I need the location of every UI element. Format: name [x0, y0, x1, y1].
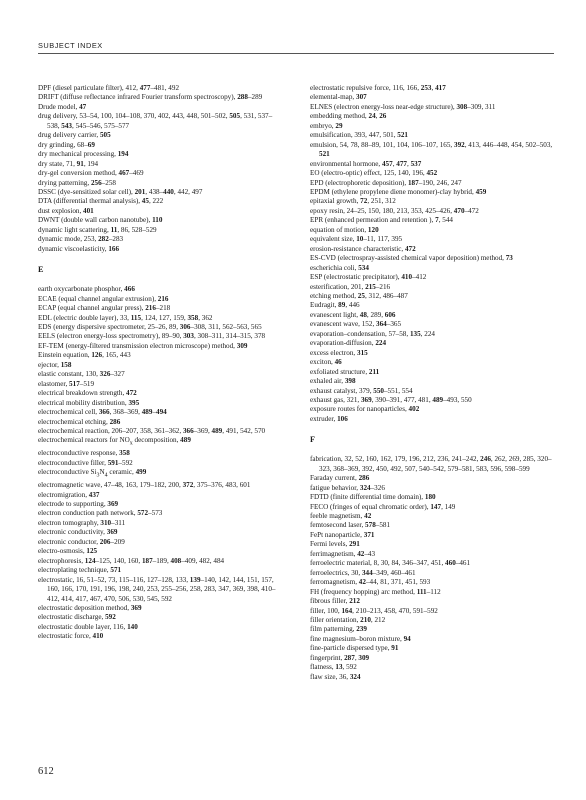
index-entry: emulsification, 393, 447, 501, 521: [310, 131, 408, 140]
index-entry: electron conduction path network, 572–573: [38, 509, 163, 518]
index-entry: dynamic viscoelasticity, 166: [38, 244, 120, 253]
index-entry: film patterning, 239: [310, 625, 367, 634]
index-entry: escherichia coli, 534: [310, 263, 369, 272]
index-entry: fine magnesium–boron mixture, 94: [310, 634, 411, 643]
index-entry: electroconductive response, 358: [38, 449, 130, 458]
index-entry: feeble magnetism, 42: [310, 512, 372, 521]
index-entry: drug delivery carrier, 505: [38, 131, 111, 140]
index-entry: dry-gel conversion method, 467–469: [38, 169, 144, 178]
index-entry: electrical breakdown strength, 472: [38, 389, 137, 398]
index-entry: Fermi levels, 291: [310, 540, 360, 549]
index-entry: electromigration, 437: [38, 490, 100, 499]
index-entry: elastomer, 517–519: [38, 379, 95, 388]
index-entry: epitaxial growth, 72, 251, 312: [310, 197, 396, 206]
index-entry: ferrimagnetism, 42–43: [310, 549, 376, 558]
index-entry: excess electron, 315: [310, 348, 368, 357]
index-entry: ferromagnetism, 42–44, 81, 371, 451, 593: [310, 578, 431, 587]
index-entry: electroplating technique, 571: [38, 566, 122, 575]
index-entry: exposure routes for nanoparticles, 402: [310, 405, 420, 414]
index-entry: electromagnetic wave, 47–48, 163, 179–182, 200, 372, 375–376, 483, 601: [38, 481, 251, 490]
index-entry: flatness, 13, 592: [310, 663, 357, 672]
index-entry: emulsion, 54, 78, 88–89, 101, 104, 106–107, 165, 392, 413, 446–448, 454, 502–503, 521: [310, 140, 553, 159]
index-entry: equation of motion, 120: [310, 225, 379, 234]
index-entry: electrochemical etching, 286: [38, 417, 121, 426]
index-entry: fine-particle dispersed type, 91: [310, 644, 399, 653]
index-entry: FePt nanoparticle, 371: [310, 530, 375, 539]
index-entry: ECAP (equal channel angular press), 216–218: [38, 304, 171, 313]
index-entry: electrical mobility distribution, 395: [38, 398, 140, 407]
index-entry: filler, 100, 164, 210–213, 458, 470, 591–592: [310, 606, 438, 615]
index-entry: DTA (differential thermal analysis), 45, 222: [38, 197, 164, 206]
index-entry: drug delivery, 53–54, 100, 104–108, 370, 402, 443, 448, 501–502, 505, 531, 537–538, 543, 545–546, 575–577: [38, 112, 273, 130]
index-entry: exhaust catalyst, 379, 550–551, 554: [310, 386, 413, 395]
index-entry: evaporation–condensation, 57–58, 135, 224: [310, 329, 435, 338]
index-entry: ELNES (electron energy-loss near-edge structure), 308–309, 311: [310, 102, 496, 111]
index-entry: etching method, 25, 312, 486–487: [310, 291, 408, 300]
header-rule: [38, 53, 554, 54]
running-head: SUBJECT INDEX: [38, 41, 103, 50]
index-entry: EELS (electron energy-loss spectrometry), 89–90, 303, 308–311, 314–315, 378: [38, 332, 266, 341]
index-entry: electrode to supporting, 369: [38, 499, 119, 508]
index-entry: electroconductive $Si_3N_4$ ceramic, 499: [38, 468, 147, 479]
index-entry: electron tomography, 310–311: [38, 518, 126, 527]
index-entry: electro-osmosis, 125: [38, 547, 98, 556]
index-entry: flaw size, 36, 324: [310, 672, 361, 681]
index-entry: electrostatic discharge, 592: [38, 613, 116, 622]
index-entry: exhaust gas, 321, 369, 390–391, 477, 481, 489–493, 550: [310, 395, 472, 404]
index-entry: EO (electro-optic) effect, 125, 140, 196, 452: [310, 169, 438, 178]
index-entry: dry grinding, 68–69: [38, 140, 95, 149]
index-entry: FDTD (finite differential time domain), 180: [310, 493, 436, 502]
index-entry: DPF (diesel particulate filter), 412, 477–481, 492: [38, 84, 180, 92]
index-column-right: [310, 84, 555, 682]
index-entry: electroconductive filler, 591–592: [38, 458, 133, 467]
index-entry: fatigue behavior, 324–326: [310, 483, 385, 492]
index-entry: dynamic light scattering, 11, 86, 528–529: [38, 225, 157, 234]
index-entry: exhaled air, 398: [310, 377, 356, 386]
index-entry: fingerprint, 287, 309: [310, 653, 370, 662]
index-entry: EF-TEM (energy-filtered transmission electron microscope) method, 309: [38, 341, 248, 350]
index-entry: Faraday current, 286: [310, 474, 370, 483]
index-entry: electrochemical reactors for $NO_x$ decomposition, 489: [38, 436, 191, 447]
index-entry: EPD (electrophoretic deposition), 187–190, 246, 247: [310, 178, 462, 187]
index-entry: elastic constant, 130, 326–327: [38, 370, 125, 379]
index-entry: evanescent wave, 152, 364–365: [310, 320, 402, 329]
index-entry: erosion-resistance characteristic, 472: [310, 244, 416, 253]
index-entry: dry mechanical processing, 194: [38, 150, 129, 159]
index-entry: DWNT (double wall carbon nanotube), 110: [38, 216, 163, 225]
index-entry: equivalent size, 10–11, 117, 395: [310, 235, 403, 244]
index-entry: electrophoresis, 124–125, 140, 160, 187–189, 408–409, 482, 484: [38, 556, 225, 565]
section-letter-f: F: [310, 435, 316, 445]
index-entry: femtosecond laser, 578–581: [310, 521, 391, 530]
index-entry: fibrous filler, 212: [310, 597, 360, 606]
index-column-left: [38, 84, 283, 642]
index-entry: electronic conductivity, 369: [38, 528, 118, 537]
index-entry: ESP (electrostatic precipitator), 410–412: [310, 273, 427, 282]
index-entry: electrochemical cell, 366, 368–369, 489–494: [38, 408, 167, 417]
index-entry: FH (frequency hopping) arc method, 111–112: [310, 587, 441, 596]
index-entry: EDS (energy dispersive spectrometer, 25–26, 89, 306–308, 311, 562–563, 565: [38, 322, 262, 331]
index-entry: evanescent light, 48, 289, 606: [310, 310, 396, 319]
index-entry: embedding method, 24, 26: [310, 112, 387, 121]
index-entry: EPR (enhanced permeation and retention ), 7, 544: [310, 216, 453, 225]
index-entry: DRIFT (diffuse reflectance infrared Fourier transform spectroscopy), 288–289: [38, 93, 263, 102]
index-entry: DSSC (dye-sensitized solar cell), 201, 438–440, 442, 497: [38, 187, 203, 196]
index-entry: extruder, 106: [310, 414, 348, 423]
index-entry: dry state, 71, 91, 194: [38, 159, 99, 168]
index-entry: fabrication, 32, 52, 160, 162, 179, 196, 212, 236, 241–242, 246, 262, 269, 285, 320–323, 368–369, 392, 450, 492, 507, 540–542, 579–581, 583, 596, 598–599: [310, 455, 552, 473]
index-entry: Eudragit, 89, 446: [310, 301, 360, 310]
index-entry: filler orientation, 210, 212: [310, 616, 386, 625]
index-entry: epoxy resin, 24–25, 150, 180, 213, 353, 425–426, 470–472: [310, 206, 479, 215]
page-number: 612: [38, 766, 54, 777]
index-entry: evaporation-diffusion, 224: [310, 339, 387, 348]
index-entry: electrostatic repulsive force, 116, 166, 253, 417: [310, 84, 446, 92]
index-entry: environmental hormone, 457, 477, 537: [310, 159, 422, 168]
index-entry: FECO (fringes of equal chromatic order), 147, 149: [310, 502, 456, 511]
index-entry: esterification, 201, 215–216: [310, 282, 391, 291]
index-entry: earth oxycarbonate phosphor, 466: [38, 285, 135, 294]
index-entry: ejector, 158: [38, 360, 72, 369]
index-entry: electronic conductor, 206–209: [38, 537, 125, 546]
index-entry: elemental-map, 307: [310, 93, 367, 102]
index-entry: Einstein equation, 126, 165, 443: [38, 351, 131, 360]
index-entry: drying patterning, 256–258: [38, 178, 116, 187]
index-entry: ECAE (equal channel angular extrusion), 216: [38, 294, 169, 303]
index-entry: Drude model, 47: [38, 102, 87, 111]
index-entry: EPDM (ethylene propylene diene monomer)-clay hybrid, 459: [310, 187, 487, 196]
index-entry: electrostatic double layer, 116, 140: [38, 622, 138, 631]
index-entry: electrochemical reaction, 206–207, 358, 361–362, 366–369, 489, 491, 542, 570: [38, 426, 266, 435]
index-entry: EDL (electric double layer), 33, 115, 124, 127, 159, 358, 362: [38, 313, 213, 322]
index-entry: dynamic mode, 253, 282–283: [38, 235, 124, 244]
index-entry: ferroelectrics, 30, 344–349, 460–461: [310, 568, 416, 577]
index-entry: electrostatic force, 410: [38, 632, 104, 641]
index-entry: embryo, 29: [310, 121, 343, 130]
index-entry: electrostatic, 16, 51–52, 73, 115–116, 127–128, 133, 139–140, 142, 144, 151, 157, 160, 166, 170, 191, 196, 198, 240, 253, 255–256, 258, 283, 347, 369, 398, 410–412, 414, 417, 467, 470, 506, 530, 545, 592: [38, 575, 276, 603]
index-entry: exfoliated structure, 211: [310, 367, 380, 376]
index-entry: ES-CVD (electrospray-assisted chemical vapor deposition) method, 73: [310, 254, 513, 263]
index-entry: electrostatic deposition method, 369: [38, 603, 142, 612]
index-entry: dust explosion, 401: [38, 206, 94, 215]
section-letter-e: E: [38, 265, 44, 275]
index-entry: ferroelectric material, 8, 30, 84, 346–347, 451, 460–461: [310, 559, 471, 568]
index-entry: exciton, 46: [310, 358, 342, 367]
